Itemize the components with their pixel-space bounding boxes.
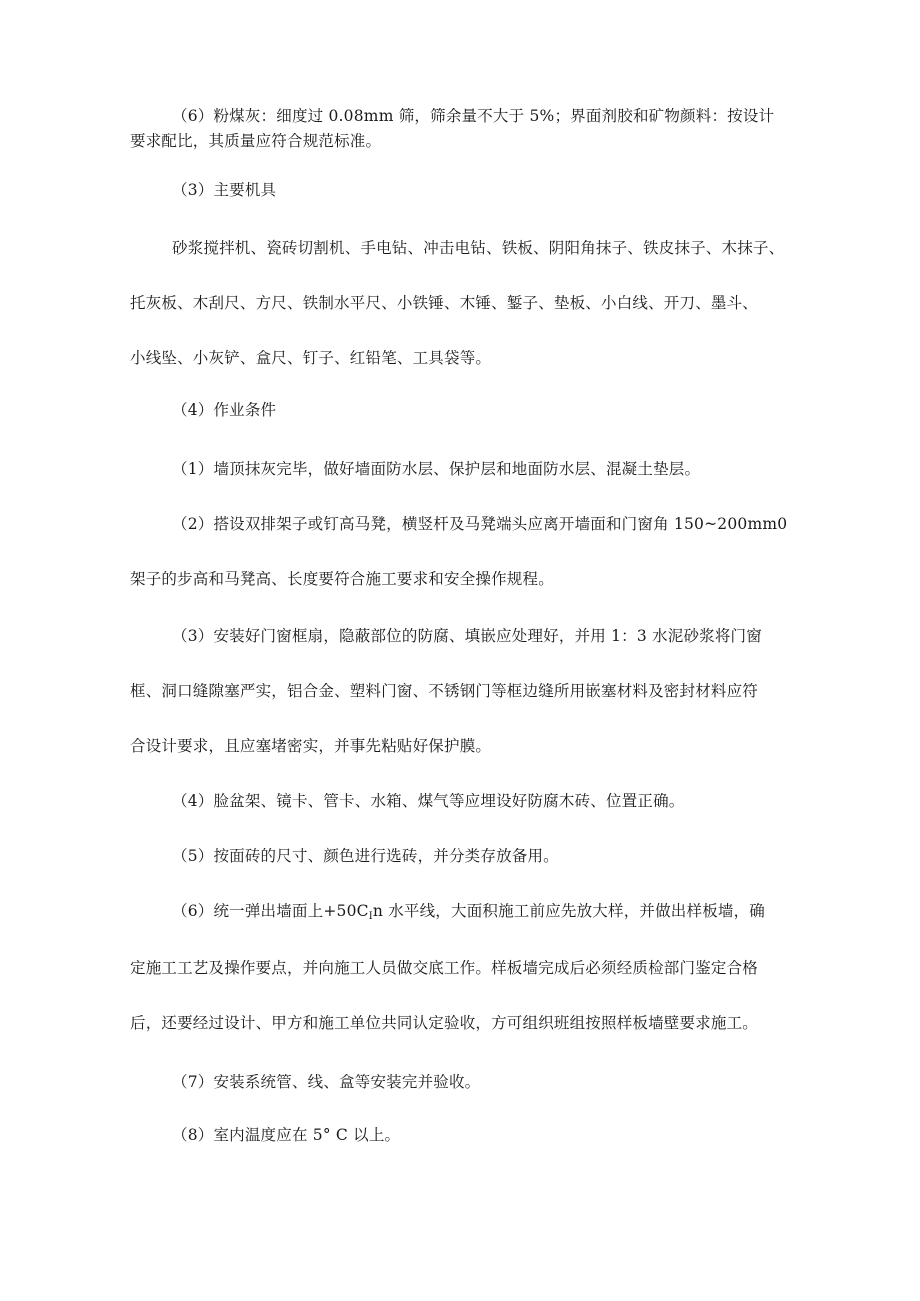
line-segment: n 水平线，大面积施工前应先放大样，并做出样板墙，确 <box>372 902 766 920</box>
section-heading: （4）作业条件 <box>172 401 277 419</box>
paragraph-line: （7）安装系统管、线、盒等安装完并验收。 <box>172 1073 481 1091</box>
paragraph-line: 框、洞口缝隙塞严实，铝合金、塑料门窗、不锈钢门等框边缝所用嵌塞材料及密封材料应符 <box>130 682 759 700</box>
paragraph-line: 要求配比，其质量应符合规范标准。 <box>130 132 382 150</box>
paragraph-line: （6）粉煤灰：细度过 0.08mm 筛，筛余量不大于 5%；界面剂胶和矿物颜料：按设计 <box>172 107 775 125</box>
section-heading: （3）主要机具 <box>172 181 277 199</box>
paragraph-line: 后，还要经过设计、甲方和施工单位共同认定验收，方可组织班组按照样板墙壁要求施工。 <box>130 1014 759 1032</box>
paragraph-line: 小线坠、小灰铲、盒尺、钉子、红铅笔、工具袋等。 <box>130 349 492 367</box>
paragraph-line: （4）脸盆架、镜卡、管卡、水箱、煤气等应埋设好防腐木砖、位置正确。 <box>172 792 685 810</box>
paragraph-line <box>172 901 765 927</box>
paragraph-line: 架子的步高和马凳高、长度要符合施工要求和安全操作规程。 <box>130 570 554 588</box>
subscript: I <box>368 911 373 922</box>
paragraph-line: （2）搭设双排架子或钉高马凳，横竖杆及马凳端头应离开墙面和门窗角 150~200mm0 <box>172 515 788 533</box>
paragraph-line: （5）按面砖的尺寸、颜色进行选砖，并分类存放备用。 <box>172 847 559 865</box>
paragraph-line: 定施工工艺及操作要点，并向施工人员做交底工作。样板墙完成后必须经质检部门鉴定合格 <box>130 959 759 977</box>
paragraph-line: 合设计要求，且应塞堵密实，并事先粘贴好保护膜。 <box>130 737 492 755</box>
paragraph-line: 砂浆搅拌机、瓷砖切割机、手电钻、冲击电钻、铁板、阴阳角抹子、铁皮抹子、木抹子、 <box>172 239 785 257</box>
line-segment: （6）统一弹出墙面上+50C <box>172 902 369 920</box>
paragraph-line: （1）墙顶抹灰完毕，做好墙面防水层、保护层和地面防水层、混凝土垫层。 <box>172 460 701 478</box>
paragraph-line: 托灰板、木刮尺、方尺、铁制水平尺、小铁锤、木锤、錾子、垫板、小白线、开刀、墨斗、 <box>130 294 759 312</box>
paragraph-line: （8）室内温度应在 5° C 以上。 <box>172 1126 401 1144</box>
paragraph-line: （3）安装好门窗框扇，隐蔽部位的防腐、填嵌应处理好，并用 1：3 水泥砂浆将门窗 <box>172 627 762 645</box>
